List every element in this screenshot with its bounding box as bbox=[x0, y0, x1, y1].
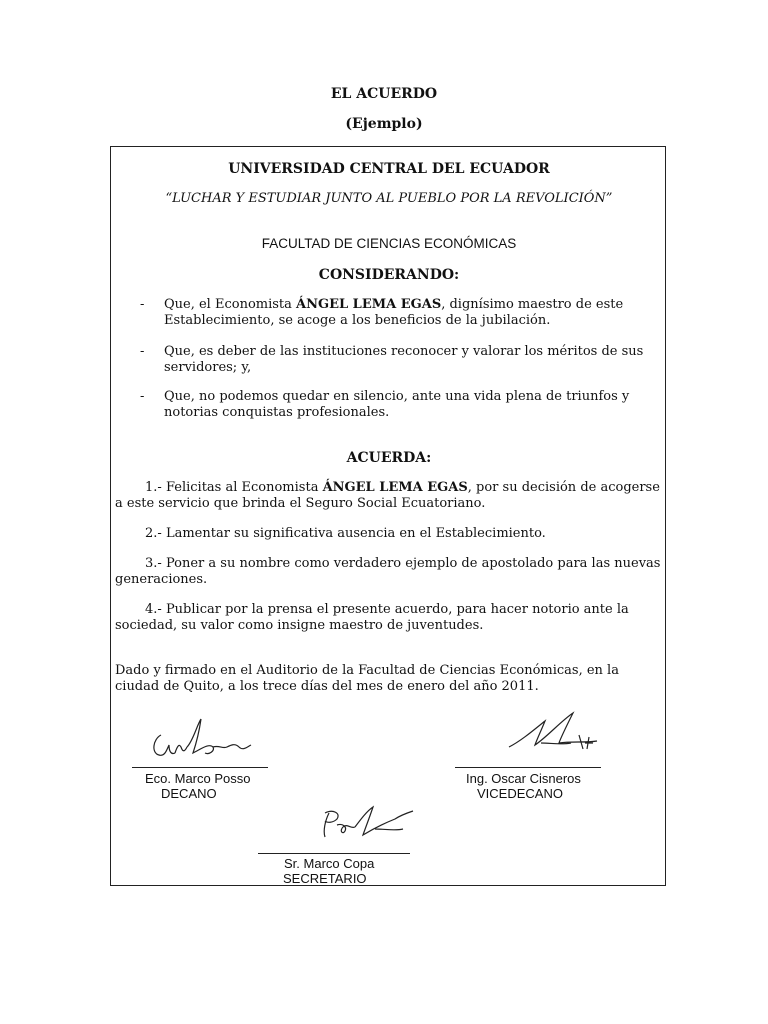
agreement-number: 1.- bbox=[145, 480, 162, 495]
secretary-role: SECRETARIO bbox=[283, 871, 367, 886]
agreement-item: 1.- Felicitas al Economista ÁNGEL LEMA EGAS, por su decisión de acogerse a este servicio que brinda el Seguro Social Ecuatoriano. bbox=[115, 480, 660, 511]
honoree-name: ÁNGEL LEMA EGAS bbox=[296, 297, 442, 312]
bullet-dash: - bbox=[140, 389, 145, 404]
agreement-heading: ACUERDA: bbox=[346, 450, 432, 466]
dean-name: Eco. Marco Posso bbox=[145, 771, 251, 786]
secretary-name: Sr. Marco Copa bbox=[284, 856, 375, 871]
vice-dean-name: Ing. Oscar Cisneros bbox=[466, 771, 581, 786]
institution-name: UNIVERSIDAD CENTRAL DEL ECUADOR bbox=[228, 161, 550, 177]
consideration-text: Que, es deber de las instituciones reconocer y valorar los méritos de sus servidores; y, bbox=[164, 344, 644, 375]
document-subtitle: (Ejemplo) bbox=[345, 116, 423, 132]
faculty-name: FACULTAD DE CIENCIAS ECONÓMICAS bbox=[261, 236, 517, 251]
dean-signature-icon bbox=[147, 713, 267, 763]
consideration-text: Que, no podemos quedar en silencio, ante una vida plena de triunfos y notorias conquistas profesionales. bbox=[164, 389, 630, 420]
institution-motto: “LUCHAR Y ESTUDIAR JUNTO AL PUEBLO POR LA REVOLICIÓN” bbox=[165, 191, 613, 206]
closing-statement: Dado y firmado en el Auditorio de la Facultad de Ciencias Económicas, en la ciudad de Quito, a los trece días del mes de enero del año 2011. bbox=[115, 663, 619, 694]
vice-dean-role: VICEDECANO bbox=[477, 786, 563, 801]
document-title: EL ACUERDO bbox=[330, 86, 438, 102]
agreement-number: 4.- bbox=[145, 602, 162, 617]
dean-role: DECANO bbox=[161, 786, 217, 801]
secretary-signature-icon bbox=[315, 801, 425, 845]
consideration-text: Que, el Economista ÁNGEL LEMA EGAS, dignísimo maestro de este Establecimiento, se acoge a los beneficios de la jubilación. bbox=[164, 297, 624, 328]
agreement-item: 3.- Poner a su nombre como verdadero ejemplo de apostolado para las nuevas generaciones. bbox=[115, 556, 661, 587]
agreement-number: 2.- bbox=[145, 526, 162, 541]
bullet-dash: - bbox=[140, 297, 145, 312]
bullet-dash: - bbox=[140, 344, 145, 359]
agreement-item: 2.- Lamentar su significativa ausencia en el Establecimiento. bbox=[145, 526, 546, 541]
considering-heading: CONSIDERANDO: bbox=[318, 267, 460, 283]
agreement-number: 3.- bbox=[145, 556, 162, 571]
honoree-name: ÁNGEL LEMA EGAS bbox=[322, 480, 468, 495]
vice-dean-signature-icon bbox=[501, 707, 621, 757]
agreement-item: 4.- Publicar por la prensa el presente acuerdo, para hacer notorio ante la sociedad, su valor como insigne maestro de juventudes. bbox=[115, 602, 629, 633]
agreement-frame bbox=[110, 146, 666, 886]
